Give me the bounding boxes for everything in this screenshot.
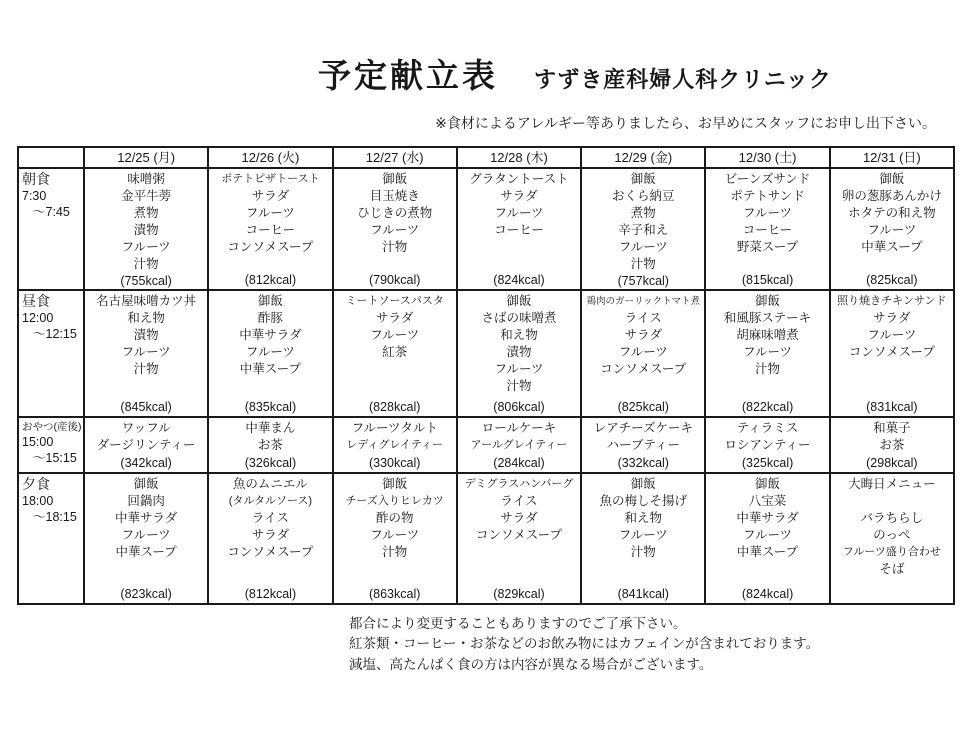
menu-item: ホタテの和え物 xyxy=(848,206,936,220)
menu-item: 金平牛蒡 xyxy=(121,189,172,203)
menu-item: フルーツ xyxy=(743,528,793,542)
menu-item: 御飯 xyxy=(257,294,283,308)
menu-item: コンソメスープ xyxy=(600,362,687,376)
menu-item: のっぺ xyxy=(873,528,911,542)
meal-label-cell xyxy=(19,474,85,605)
page-title: 予定献立表 xyxy=(318,57,498,94)
menu-item: 和菓子 xyxy=(873,421,911,435)
menu-item: 汁物 xyxy=(382,240,408,254)
menu-cell xyxy=(458,418,582,474)
menu-cell xyxy=(831,418,955,474)
menu-item: 汁物 xyxy=(630,257,656,271)
kcal-label: (823kcal) xyxy=(120,587,172,601)
menu-item: フルーツ xyxy=(370,528,420,542)
menu-item: フルーツ xyxy=(494,362,544,376)
menu-item: お茶 xyxy=(879,438,905,452)
meal-name: 朝食 xyxy=(22,171,50,187)
kcal-label: (825kcal) xyxy=(866,273,918,287)
meal-time-start: 7:30 xyxy=(22,189,47,203)
menu-item: 名古屋味噌カツ丼 xyxy=(96,294,197,308)
menu-cell xyxy=(85,169,209,291)
footer-note: 都合により変更することもありますのでご了承下さい。 xyxy=(349,616,687,631)
menu-item: 魚のムニエル xyxy=(232,477,308,491)
title-bar xyxy=(318,50,960,97)
menu-item: バラちらし xyxy=(860,511,924,525)
menu-item: サラダ xyxy=(251,189,290,203)
menu-item: 中華サラダ xyxy=(114,511,178,525)
meal-time-end: ～18:15 xyxy=(33,510,77,524)
menu-item: グラタントースト xyxy=(469,172,569,186)
date-header: 12/28 (木) xyxy=(458,148,582,169)
clinic-name: すずき産科婦人科クリニック xyxy=(534,67,832,92)
menu-item: コンソメスープ xyxy=(848,345,935,359)
meal-name: 夕食 xyxy=(22,476,50,492)
menu-cell xyxy=(582,474,706,605)
kcal-label: (845kcal) xyxy=(120,400,172,414)
menu-item: フルーツ xyxy=(494,206,544,220)
kcal-label: (828kcal) xyxy=(368,400,421,414)
kcal-label: (824kcal) xyxy=(493,273,545,287)
menu-item: サラダ xyxy=(500,189,538,203)
kcal-label: (841kcal) xyxy=(617,587,669,601)
menu-item: ダージリンティー xyxy=(96,438,196,452)
menu-cell xyxy=(706,291,830,418)
menu-cell xyxy=(706,474,830,605)
kcal-label: (822kcal) xyxy=(741,400,794,414)
menu-item: さばの味噌煮 xyxy=(481,311,557,325)
menu-item: 御飯 xyxy=(630,477,656,491)
menu-cell xyxy=(209,169,333,291)
menu-item: ロシアンティー xyxy=(724,438,811,452)
menu-item: そば xyxy=(879,562,905,576)
menu-item: 中華スープ xyxy=(115,545,177,559)
menu-item: 汁物 xyxy=(506,379,532,393)
kcal-label: (325kcal) xyxy=(741,456,794,470)
kcal-label: (332kcal) xyxy=(617,456,669,470)
meal-label-cell xyxy=(19,291,85,418)
menu-item: フルーツ xyxy=(245,206,295,220)
menu-item: 和風豚ステーキ xyxy=(723,311,812,325)
table-corner-cell xyxy=(19,148,85,169)
menu-item: 中華スープ xyxy=(861,240,923,254)
date-header: 12/29 (金) xyxy=(582,148,706,169)
footer-note: 紅茶類・コーヒー・お茶などのお飲み物にはカフェインが含まれております。 xyxy=(349,636,820,652)
menu-item: コンソメスープ xyxy=(227,545,314,559)
menu-item: 野菜スープ xyxy=(736,240,799,254)
menu-item: 御飯 xyxy=(506,294,532,308)
menu-item: フルーツ xyxy=(618,240,668,254)
menu-item: 漬物 xyxy=(506,345,532,359)
menu-item: サラダ xyxy=(624,328,662,342)
menu-item: 汁物 xyxy=(133,257,159,271)
meal-label-cell xyxy=(19,169,85,291)
kcal-label: (284kcal) xyxy=(493,456,545,470)
menu-item: 汁物 xyxy=(755,362,781,376)
menu-table xyxy=(17,146,955,605)
kcal-label: (863kcal) xyxy=(368,587,421,601)
meal-time-end: ～15:15 xyxy=(33,451,77,465)
menu-item: 味噌粥 xyxy=(127,172,165,186)
menu-item: 鶏肉のガーリックトマト煮 xyxy=(586,296,701,307)
meal-name: おやつ(産後) xyxy=(22,421,82,433)
menu-item: 御飯 xyxy=(755,294,781,308)
menu-item: フルーツ xyxy=(370,328,420,342)
kcal-label: (812kcal) xyxy=(244,587,297,601)
menu-item: 中華まん xyxy=(245,421,296,435)
menu-item: フルーツ xyxy=(618,528,668,542)
menu-item: ハーブティー xyxy=(606,438,680,452)
date-header: 12/27 (水) xyxy=(334,148,458,169)
kcal-label: (298kcal) xyxy=(866,456,918,470)
footer-notes xyxy=(349,614,960,675)
menu-item: 回鍋肉 xyxy=(127,494,165,508)
menu-item: 漬物 xyxy=(133,328,159,342)
meal-time-start: 15:00 xyxy=(22,435,54,449)
menu-item: ライス xyxy=(251,511,289,525)
menu-item: ミートソースパスタ xyxy=(345,295,444,307)
kcal-label: (825kcal) xyxy=(617,400,669,414)
menu-item: レアチーズケーキ xyxy=(593,421,693,435)
menu-item: おくら納豆 xyxy=(612,189,675,203)
menu-cell xyxy=(85,418,209,474)
menu-cell xyxy=(582,291,706,418)
menu-cell xyxy=(334,169,458,291)
menu-item: コンソメスープ xyxy=(227,240,314,254)
menu-item: 大晦日メニュー xyxy=(848,477,936,491)
date-header: 12/31 (日) xyxy=(831,148,955,169)
menu-item: 御飯 xyxy=(755,477,781,491)
menu-item: 目玉焼き xyxy=(369,189,420,203)
date-header: 12/30 (土) xyxy=(706,148,830,169)
menu-item: デミグラスハンバーグ xyxy=(464,478,574,490)
kcal-label: (815kcal) xyxy=(741,273,794,287)
meal-time-end: ～7:45 xyxy=(33,205,70,219)
menu-cell xyxy=(831,474,955,605)
menu-item: 御飯 xyxy=(879,172,905,186)
menu-cell xyxy=(582,169,706,291)
menu-item: フルーツ xyxy=(867,223,917,237)
menu-item: ロールケーキ xyxy=(481,421,557,435)
menu-cell xyxy=(209,418,333,474)
menu-cell xyxy=(706,169,830,291)
menu-item: 卵の葱豚あんかけ xyxy=(841,189,942,203)
menu-cell xyxy=(831,291,955,418)
menu-item: 和え物 xyxy=(624,511,663,525)
menu-cell xyxy=(831,169,955,291)
kcal-label: (326kcal) xyxy=(244,456,297,470)
menu-item: ひじきの煮物 xyxy=(357,206,433,220)
menu-item: 御飯 xyxy=(630,172,656,186)
menu-item: 御飯 xyxy=(382,477,408,491)
menu-cell xyxy=(209,291,333,418)
menu-item: フルーツ xyxy=(618,345,668,359)
menu-item: フルーツ xyxy=(743,206,793,220)
menu-item: お茶 xyxy=(257,438,283,452)
menu-cell xyxy=(209,474,333,605)
menu-item: コーヒー xyxy=(245,223,296,237)
menu-item: チーズ入りヒレカツ xyxy=(345,495,444,507)
menu-item: サラダ xyxy=(873,311,911,325)
menu-item: サラダ xyxy=(500,511,538,525)
meal-label-cell xyxy=(19,418,85,474)
footer-note: 減塩、高たんぱく食の方は内容が異なる場合がございます。 xyxy=(349,656,713,672)
menu-cell xyxy=(458,169,582,291)
menu-item: ワッフル xyxy=(121,421,171,435)
menu-item: ティラミス xyxy=(736,421,799,435)
menu-item: 酢豚 xyxy=(257,311,283,325)
menu-item: コーヒー xyxy=(742,223,793,237)
meal-time-start: 18:00 xyxy=(22,494,54,508)
kcal-label: (330kcal) xyxy=(368,456,421,470)
meal-name: 昼食 xyxy=(22,293,50,309)
menu-item: 汁物 xyxy=(630,545,656,559)
kcal-label: (342kcal) xyxy=(120,456,172,470)
kcal-label: (757kcal) xyxy=(617,274,669,288)
menu-item: レディグレイティー xyxy=(346,439,444,451)
menu-item: ビーンズサンド xyxy=(724,172,811,186)
menu-item: 酢の物 xyxy=(375,511,414,525)
menu-item: フルーツタルト xyxy=(351,421,438,435)
menu-document xyxy=(0,50,960,675)
menu-item: ライス xyxy=(624,311,662,325)
menu-item: フルーツ xyxy=(743,345,793,359)
menu-item: フルーツ xyxy=(121,528,171,542)
menu-item: 和え物 xyxy=(500,328,538,342)
menu-cell xyxy=(334,418,458,474)
menu-item: 中華サラダ xyxy=(736,511,799,525)
menu-item: ポテトサンド xyxy=(730,189,805,203)
menu-item: アールグレイティー xyxy=(470,439,568,451)
menu-cell xyxy=(334,474,458,605)
menu-item: フルーツ xyxy=(121,345,171,359)
menu-item: 胡麻味噌煮 xyxy=(736,328,799,342)
menu-item: コーヒー xyxy=(494,223,544,237)
meal-time-end: ～12:15 xyxy=(33,327,77,341)
menu-cell xyxy=(85,474,209,605)
menu-cell xyxy=(458,291,582,418)
menu-item: 汁物 xyxy=(133,362,159,376)
menu-item: 漬物 xyxy=(133,223,159,237)
menu-item: 煮物 xyxy=(133,206,159,220)
menu-item: フルーツ xyxy=(121,240,171,254)
kcal-label: (831kcal) xyxy=(866,400,918,414)
kcal-label: (812kcal) xyxy=(244,273,297,287)
kcal-label: (790kcal) xyxy=(368,273,421,287)
menu-item: コンソメスープ xyxy=(475,528,562,542)
menu-item: 御飯 xyxy=(382,172,408,186)
menu-cell xyxy=(706,418,830,474)
menu-item: 中華スープ xyxy=(736,545,799,559)
menu-item: 御飯 xyxy=(133,477,159,491)
menu-item: フルーツ xyxy=(245,345,295,359)
menu-item: 和え物 xyxy=(127,311,165,325)
menu-item: 中華スープ xyxy=(239,362,302,376)
menu-cell xyxy=(85,291,209,418)
menu-item: 辛子和え xyxy=(618,223,669,237)
kcal-label: (824kcal) xyxy=(741,587,794,601)
menu-item: フルーツ xyxy=(370,223,420,237)
menu-item: ライス xyxy=(500,494,538,508)
menu-item: ポテトピザトースト xyxy=(221,173,320,185)
menu-item: 照り焼きチキンサンド xyxy=(837,295,947,307)
kcal-label: (755kcal) xyxy=(120,274,172,288)
menu-item: サラダ xyxy=(376,311,414,325)
menu-item: 魚の梅しそ揚げ xyxy=(599,494,688,508)
menu-item: (タルタルソース) xyxy=(228,495,313,507)
meal-time-start: 12:00 xyxy=(22,311,54,325)
menu-cell xyxy=(458,474,582,605)
menu-item: サラダ xyxy=(251,528,290,542)
date-header: 12/25 (月) xyxy=(85,148,209,169)
menu-cell xyxy=(334,291,458,418)
menu-item: 八宝菜 xyxy=(748,494,787,508)
menu-cell xyxy=(582,418,706,474)
menu-item: フルーツ xyxy=(867,328,917,342)
allergy-note: ※食材によるアレルギー等ありましたら、お早めにスタッフにお申し出下さい。 xyxy=(435,115,936,131)
kcal-label: (806kcal) xyxy=(493,400,545,414)
menu-item: 煮物 xyxy=(630,206,656,220)
date-header: 12/26 (火) xyxy=(209,148,333,169)
kcal-label: (829kcal) xyxy=(493,587,545,601)
menu-item: 紅茶 xyxy=(382,345,408,359)
menu-item: 汁物 xyxy=(382,545,408,559)
menu-item: フルーツ盛り合わせ xyxy=(842,546,941,558)
kcal-label: (835kcal) xyxy=(244,400,297,414)
menu-item: 中華サラダ xyxy=(239,328,302,342)
